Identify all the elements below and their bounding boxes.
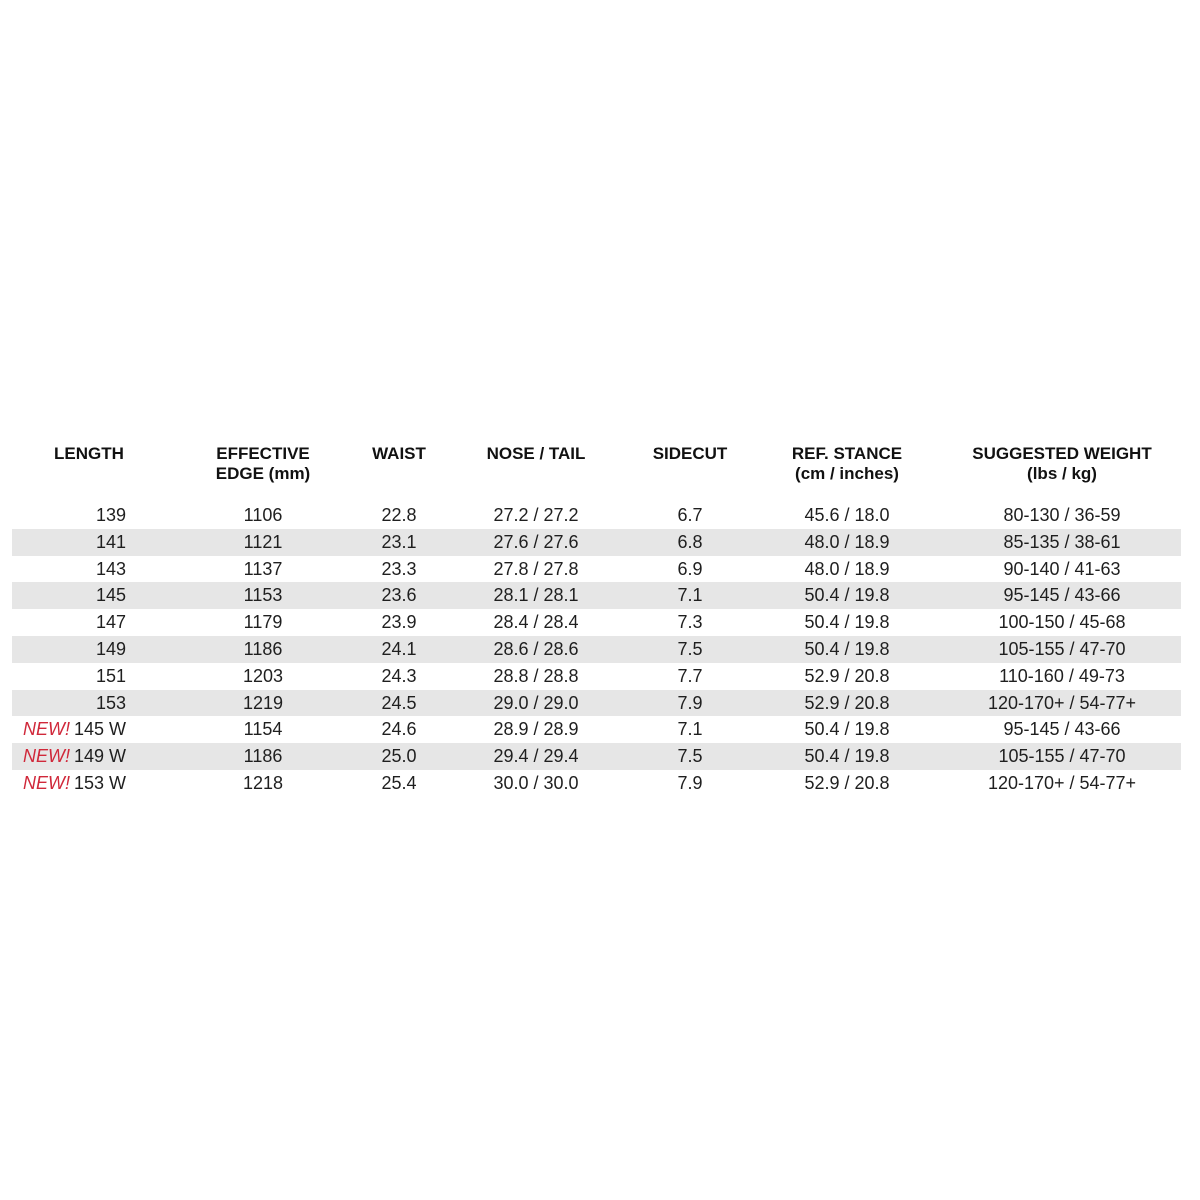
new-badge: NEW! [22, 719, 70, 740]
column-header-edge [183, 444, 343, 484]
cell-length [12, 743, 126, 770]
length-value: 153 [95, 692, 126, 713]
column-header-line: (cm / inches) [795, 464, 899, 483]
cell-waist: 24.6 [381, 719, 417, 740]
column-header-weight [947, 444, 1177, 484]
cell-stance: 50.4 / 19.8 [804, 746, 890, 767]
length-value: 139 [95, 505, 126, 525]
length-value: 145 [95, 585, 126, 606]
cell-weight: 110-160 / 49-73 [999, 665, 1125, 686]
cell-sidecut: 7.5 [677, 746, 703, 767]
cell-length [12, 770, 126, 797]
cell-waist: 23.1 [381, 531, 417, 552]
cell-edge: 1153 [243, 585, 283, 606]
cell-edge: 1186 [243, 746, 283, 767]
cell-waist: 25.0 [381, 746, 417, 767]
cell-stance: 50.4 / 19.8 [804, 638, 890, 659]
table-row [12, 743, 1181, 770]
column-header-waist [339, 444, 459, 464]
cell-length [12, 582, 126, 609]
cell-edge: 1179 [243, 612, 283, 633]
cell-nose-tail: 28.9 / 28.9 [493, 719, 579, 740]
length-value: 151 [95, 665, 126, 686]
column-header-line: WAIST [372, 444, 426, 463]
cell-sidecut: 7.5 [677, 638, 703, 659]
cell-waist: 22.8 [381, 505, 417, 525]
column-header-line: SUGGESTED WEIGHT [972, 444, 1152, 463]
length-value: 147 [95, 612, 126, 633]
table-row [12, 636, 1181, 663]
table-body [12, 502, 1181, 797]
cell-edge: 1106 [243, 505, 283, 525]
cell-stance: 50.4 / 19.8 [804, 612, 890, 633]
cell-stance: 45.6 / 18.0 [804, 505, 890, 525]
cell-stance: 48.0 / 18.9 [804, 558, 890, 579]
cell-nose-tail: 29.0 / 29.0 [493, 692, 579, 713]
length-value: 141 [95, 531, 126, 552]
cell-waist: 25.4 [381, 772, 417, 793]
column-header-line: REF. STANCE [791, 444, 903, 463]
column-header-stance [757, 444, 937, 484]
length-value: 149 [95, 638, 126, 659]
cell-length [12, 636, 126, 663]
cell-length [12, 716, 126, 743]
cell-weight: 80-130 / 36-59 [1003, 505, 1121, 525]
table-row [12, 770, 1181, 797]
cell-edge: 1186 [243, 638, 283, 659]
cell-weight: 95-145 / 43-66 [1003, 719, 1121, 740]
table-row [12, 529, 1181, 556]
cell-sidecut: 7.9 [677, 692, 703, 713]
cell-nose-tail: 29.4 / 29.4 [493, 746, 579, 767]
cell-nose-tail: 28.6 / 28.6 [493, 638, 579, 659]
cell-stance: 52.9 / 20.8 [804, 692, 890, 713]
cell-edge: 1219 [242, 692, 284, 713]
table-header-row [12, 440, 1181, 502]
cell-waist: 24.1 [381, 638, 417, 659]
cell-length [12, 502, 126, 529]
table-row [12, 502, 1181, 529]
cell-nose-tail: 27.8 / 27.8 [493, 558, 579, 579]
cell-sidecut: 6.9 [677, 558, 703, 579]
column-header-line: NOSE / TAIL [486, 444, 586, 463]
cell-sidecut: 6.7 [677, 505, 703, 525]
cell-weight: 105-155 / 47-70 [998, 638, 1126, 659]
column-header-line: EFFECTIVE [216, 444, 310, 463]
cell-edge: 1154 [243, 719, 283, 740]
column-header-line: (lbs / kg) [1027, 464, 1097, 483]
cell-sidecut: 7.7 [677, 665, 703, 686]
cell-length [12, 609, 126, 636]
cell-sidecut: 7.3 [677, 612, 703, 633]
cell-stance: 52.9 / 20.8 [804, 665, 890, 686]
cell-weight: 95-145 / 43-66 [1003, 585, 1121, 606]
length-value: 143 [95, 558, 126, 579]
cell-length [12, 556, 126, 583]
cell-sidecut: 7.9 [677, 772, 703, 793]
cell-waist: 24.3 [381, 665, 417, 686]
cell-stance: 50.4 / 19.8 [804, 719, 890, 740]
length-value: 149 W [73, 746, 126, 767]
cell-weight: 120-170+ / 54-77+ [987, 692, 1137, 713]
cell-edge: 1121 [243, 531, 283, 552]
new-badge: NEW! [22, 772, 70, 793]
cell-edge: 1218 [242, 772, 284, 793]
cell-waist: 23.9 [381, 612, 417, 633]
cell-waist: 23.6 [381, 585, 417, 606]
cell-nose-tail: 28.8 / 28.8 [493, 665, 579, 686]
size-spec-table [12, 440, 1181, 797]
column-header-nose-tail [451, 444, 621, 464]
table-row [12, 582, 1181, 609]
length-value: 153 W [73, 772, 126, 793]
cell-nose-tail: 27.2 / 27.2 [493, 505, 579, 525]
column-header-sidecut [625, 444, 755, 464]
cell-sidecut: 7.1 [677, 585, 703, 606]
cell-stance: 52.9 / 20.8 [804, 772, 890, 793]
cell-nose-tail: 28.4 / 28.4 [493, 612, 579, 633]
cell-stance: 48.0 / 18.9 [804, 531, 890, 552]
cell-sidecut: 7.1 [677, 719, 703, 740]
column-header-line: EDGE (mm) [215, 464, 311, 483]
cell-weight: 105-155 / 47-70 [998, 746, 1126, 767]
column-header-line: SIDECUT [652, 444, 728, 463]
cell-edge: 1203 [242, 665, 284, 686]
new-badge: NEW! [22, 746, 70, 767]
cell-nose-tail: 28.1 / 28.1 [493, 585, 579, 606]
table-row [12, 716, 1181, 743]
cell-waist: 24.5 [381, 692, 417, 713]
cell-weight: 85-135 / 38-61 [1003, 531, 1121, 552]
cell-length [12, 663, 126, 690]
cell-sidecut: 6.8 [677, 531, 703, 552]
cell-length [12, 690, 126, 717]
column-header-line: LENGTH [54, 444, 124, 463]
table-row [12, 556, 1181, 583]
cell-weight: 120-170+ / 54-77+ [987, 772, 1137, 793]
cell-nose-tail: 30.0 / 30.0 [493, 772, 579, 793]
table-row [12, 663, 1181, 690]
cell-length [12, 529, 126, 556]
table-row [12, 690, 1181, 717]
cell-stance: 50.4 / 19.8 [804, 585, 890, 606]
cell-nose-tail: 27.6 / 27.6 [493, 531, 579, 552]
cell-waist: 23.3 [381, 558, 417, 579]
cell-weight: 90-140 / 41-63 [1003, 558, 1121, 579]
column-header-length [14, 444, 164, 464]
cell-weight: 100-150 / 45-68 [998, 612, 1126, 633]
cell-edge: 1137 [243, 558, 283, 579]
table-row [12, 609, 1181, 636]
length-value: 145 W [73, 719, 126, 740]
